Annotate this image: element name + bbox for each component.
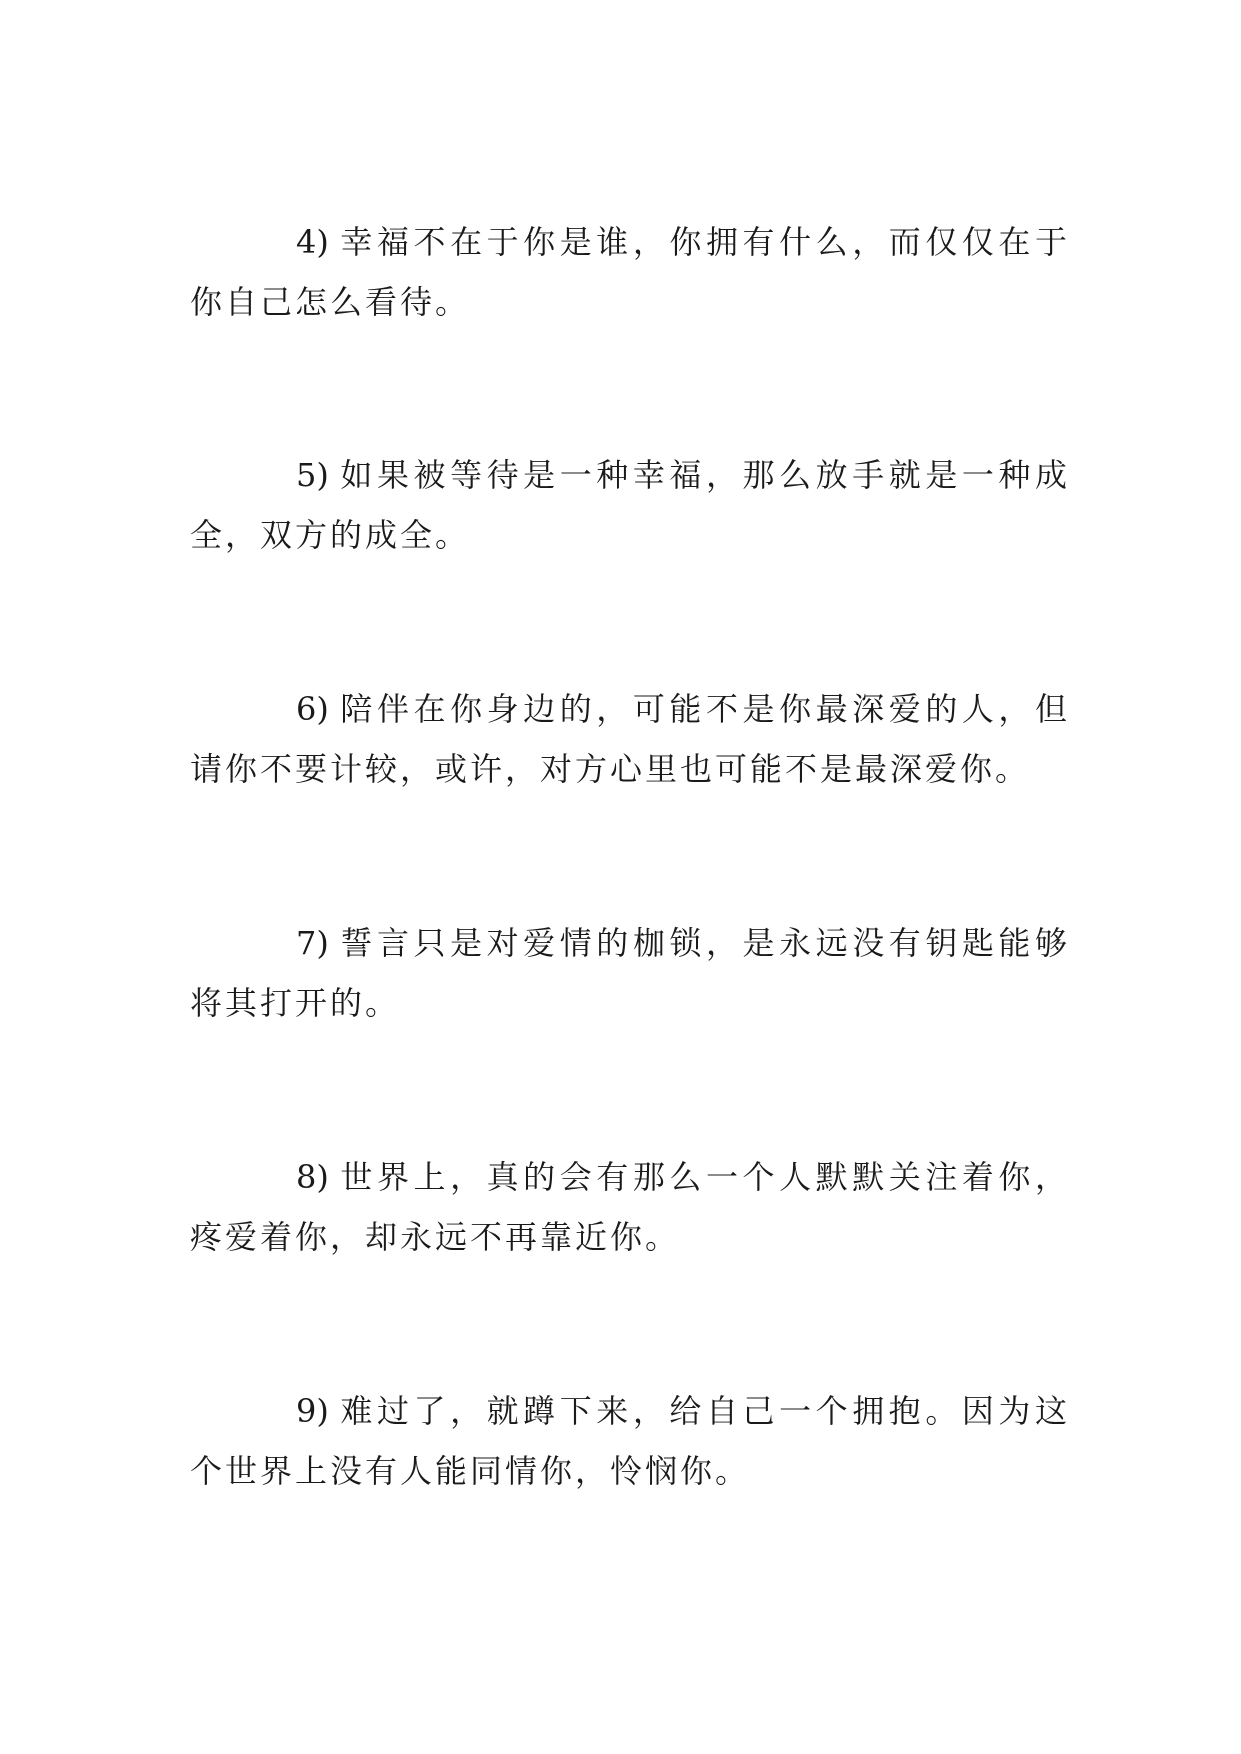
- quote-paragraph-5: [190, 445, 1070, 565]
- quote-paragraph-6: [190, 679, 1070, 799]
- paragraph-text: 陪伴在你身边的，可能不是你最深爱的人，但请你不要计较，或许，对方心里也可能不是最深爱你。: [190, 690, 1070, 788]
- quote-paragraph-7: [190, 913, 1070, 1033]
- paragraph-number: 4): [296, 223, 329, 261]
- paragraph-number: 5): [296, 456, 329, 494]
- paragraph-number: 6): [296, 690, 329, 728]
- paragraph-text: 如果被等待是一种幸福，那么放手就是一种成全，双方的成全。: [190, 456, 1070, 554]
- paragraph-number: 8): [296, 1158, 329, 1196]
- paragraph-text: 难过了，就蹲下来，给自己一个拥抱。因为这个世界上没有人能同情你，怜悯你。: [190, 1392, 1070, 1490]
- paragraph-number: 9): [296, 1392, 329, 1430]
- paragraph-text: 誓言只是对爱情的枷锁，是永远没有钥匙能够将其打开的。: [190, 924, 1070, 1022]
- paragraph-text: 世界上，真的会有那么一个人默默关注着你，疼爱着你，却永远不再靠近你。: [190, 1158, 1070, 1256]
- paragraph-text: 幸福不在于你是谁，你拥有什么，而仅仅在于你自己怎么看待。: [190, 223, 1070, 321]
- quote-paragraph-9: [190, 1381, 1070, 1501]
- quote-paragraph-8: [190, 1147, 1070, 1267]
- paragraph-number: 7): [296, 924, 329, 962]
- quote-paragraph-4: [190, 212, 1070, 332]
